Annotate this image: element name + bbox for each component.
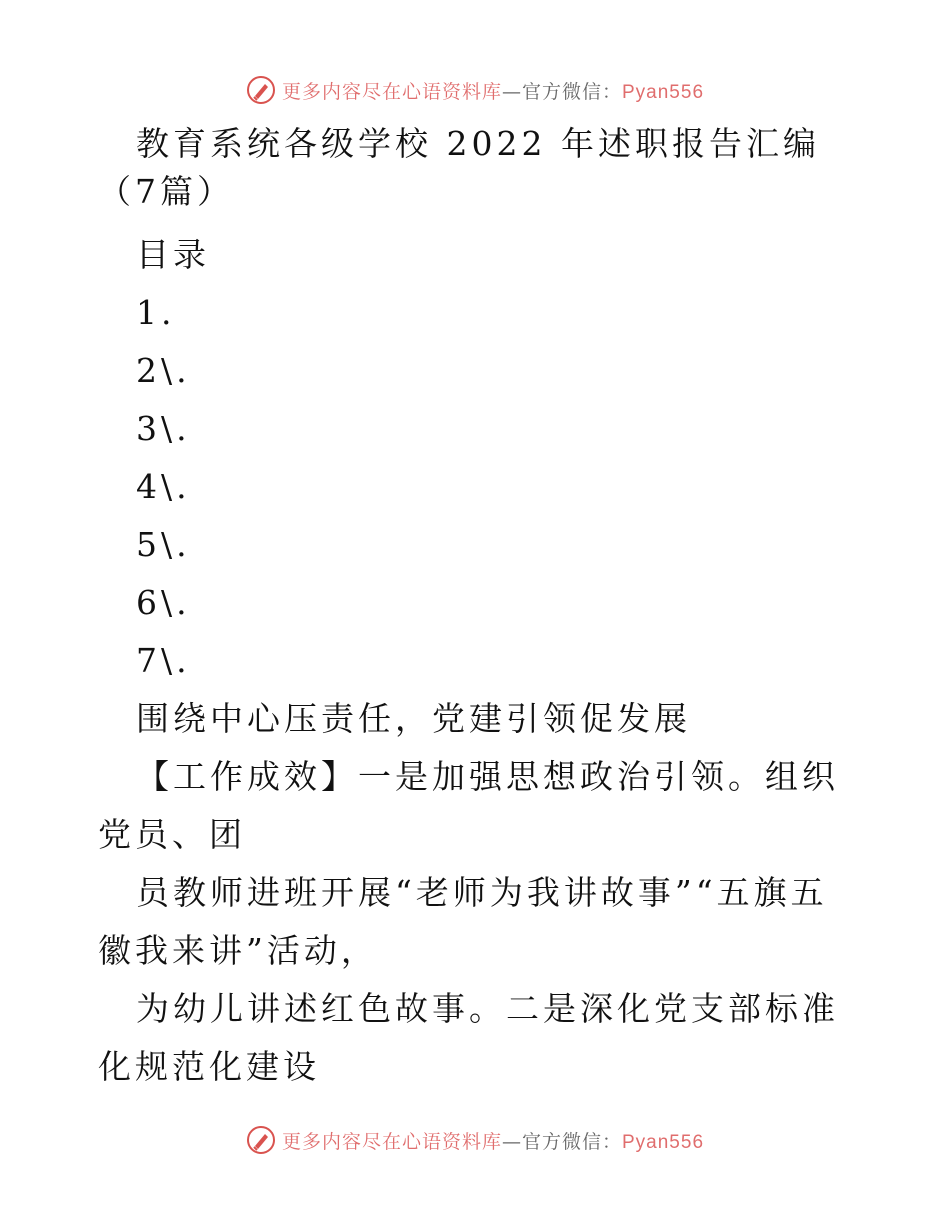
toc-item: 3\. (136, 409, 191, 448)
toc-heading: 目录 (136, 235, 210, 274)
watermark-brand: 更多内容尽在心语资料库 (281, 80, 502, 103)
watermark-separator: — (501, 1130, 522, 1153)
toc-item: 1. (136, 293, 176, 332)
body-paragraph: 【工作成效】一是加强思想政治引领。组织党员、团 (98, 757, 839, 854)
watermark-contact: 官方微信： (521, 1130, 622, 1153)
section-heading: 围绕中心压责任，党建引领促发展 (136, 699, 691, 738)
watermark-wechat-id: Pyan556 (622, 81, 705, 103)
header-watermark (0, 70, 950, 110)
footer-watermark (0, 1120, 950, 1160)
pen-logo-icon (246, 1125, 276, 1155)
watermark-text (282, 1127, 704, 1154)
watermark-wechat-id: Pyan556 (622, 1131, 705, 1153)
watermark-brand: 更多内容尽在心语资料库 (281, 1130, 502, 1153)
body-paragraph: 为幼儿讲述红色故事。二是深化党支部标准化规范化建设 (98, 989, 839, 1086)
document-body (98, 120, 858, 1096)
watermark-separator: — (501, 80, 522, 103)
toc-item: 7\. (136, 641, 191, 680)
watermark-text (282, 77, 704, 104)
document-title: 教育系统各级学校 2022 年述职报告汇编（7篇） (98, 124, 820, 211)
toc-item: 2\. (136, 351, 191, 390)
toc-item: 6\. (136, 583, 191, 622)
toc-item: 5\. (136, 525, 191, 564)
toc-item: 4\. (136, 467, 191, 506)
pen-logo-icon (246, 75, 276, 105)
body-paragraph: 员教师进班开展“老师为我讲故事”“五旗五徽我来讲”活动， (98, 873, 828, 970)
watermark-contact: 官方微信： (521, 80, 622, 103)
